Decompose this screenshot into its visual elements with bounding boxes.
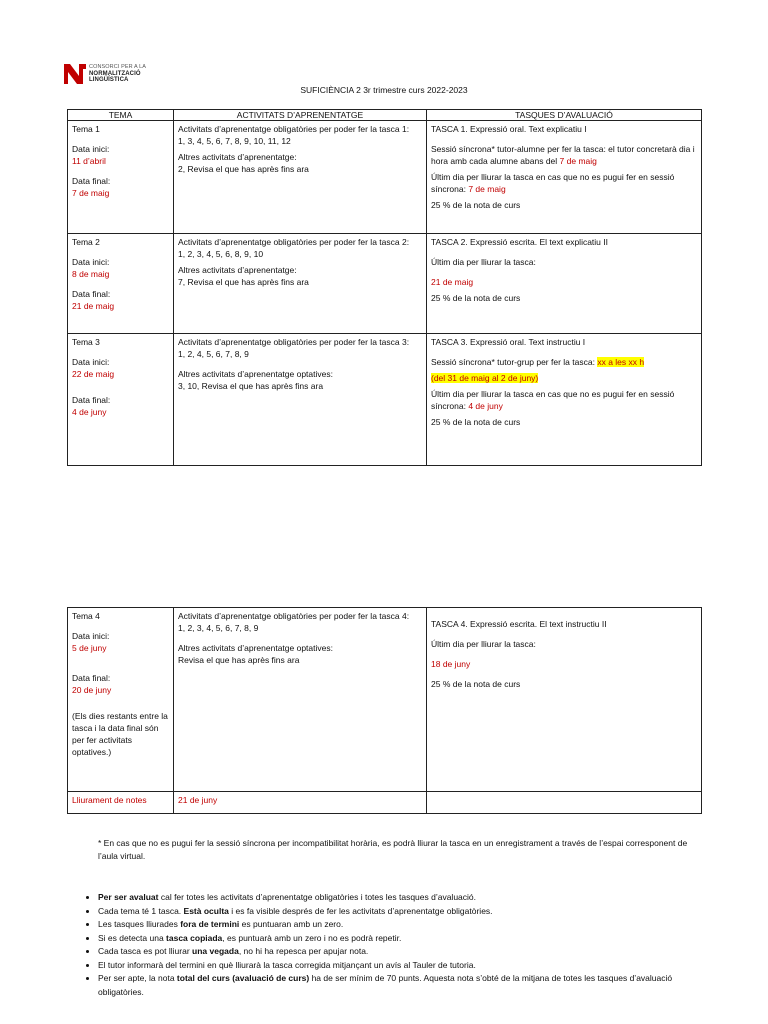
task-weight: 25 % de la nota de curs xyxy=(431,417,521,427)
start-label: Data inici: xyxy=(72,144,110,154)
end-date: 20 de juny xyxy=(72,685,112,695)
start-date: 11 d’abril xyxy=(72,156,106,166)
other-label: Altres activitats d’aprenentatge: xyxy=(178,265,297,275)
logo-line-2: NORMALITZACIÓ xyxy=(89,70,141,77)
start-label: Data inici: xyxy=(72,257,110,267)
start-label: Data inici: xyxy=(72,357,110,367)
header-tasks: TASQUES D’AVALUACIÓ xyxy=(427,110,702,121)
task-title: TASCA 1. Expressió oral. Text explicatiu I xyxy=(431,124,587,134)
end-date: 21 de maig xyxy=(72,301,115,311)
deadline-date: 21 de maig xyxy=(431,277,474,287)
task-cell xyxy=(427,234,702,334)
other-label: Altres activitats d’aprenentatge optatives: xyxy=(178,369,333,379)
tema-cell xyxy=(68,334,174,466)
start-label: Data inici: xyxy=(72,631,110,641)
oblig-list: 1, 2, 3, 4, 5, 6, 8, 9, 10 xyxy=(178,249,264,259)
end-date: 4 de juny xyxy=(72,407,107,417)
page-title: SUFICIÈNCIA 2 3r trimestre curs 2022-2023 xyxy=(300,85,468,95)
task-deadline: Últim dia per lliurar la tasca: xyxy=(431,639,536,649)
task-session: Sessió síncrona* tutor-alumne per fer la tasca: el tutor concretarà dia i hora amb cada alumne abans del 7 de maig xyxy=(431,144,695,166)
task-title: TASCA 4. Expressió escrita. El text instructiu II xyxy=(431,619,607,629)
delivery-empty xyxy=(427,792,702,814)
oblig-list: 1, 2, 3, 4, 5, 6, 7, 8, 9 xyxy=(178,623,259,633)
list-item: • El tutor informarà del termini en què lliurarà la tasca corregida mitjançant un avís al Tauler de tutoria. xyxy=(98,959,708,973)
oblig-label: Activitats d’aprenentatge obligatòries per poder fer la tasca 3: xyxy=(178,337,410,347)
delivery-date: 21 de juny xyxy=(174,792,427,814)
delivery-row xyxy=(68,792,702,814)
task-weight: 25 % de la nota de curs xyxy=(431,200,521,210)
tema-name: Tema 1 xyxy=(72,124,100,134)
delivery-label: Lliurament de notes xyxy=(68,792,174,814)
oblig-list: 1, 3, 4, 5, 6, 7, 8, 9, 10, 11, 12 xyxy=(178,136,291,146)
session-time-highlight: xx a les xx h xyxy=(597,357,645,367)
task-session: Sessió síncrona* tutor-grup per fer la tasca: xx a les xx h xyxy=(431,357,645,367)
activities-cell xyxy=(174,121,427,234)
table-row xyxy=(68,234,702,334)
deadline-date: 4 de juny xyxy=(468,401,503,411)
list-item: • Cada tema té 1 tasca. Està oculta i es fa visible després de fer les activitats d’aprenentatge obligatòries. xyxy=(98,905,708,919)
schedule-table-continued xyxy=(67,607,702,814)
start-date: 5 de juny xyxy=(72,643,107,653)
rules-list xyxy=(84,891,708,999)
list-item: • Si es detecta una tasca copiada, es puntuarà amb un zero i no es podrà repetir. xyxy=(98,932,708,946)
end-label: Data final: xyxy=(72,395,111,405)
other-label: Altres activitats d’aprenentatge optatives: xyxy=(178,643,333,653)
end-label: Data final: xyxy=(72,289,111,299)
task-deadline: Últim dia per lliurar la tasca en cas que no es pugui fer en sessió síncrona: 4 de juny xyxy=(431,389,675,411)
list-item: • Per ser avaluat cal fer totes les activitats d’aprenentatge obligatòries i totes les tasques d’avaluació. xyxy=(98,891,708,905)
oblig-label: Activitats d’aprenentatge obligatòries per poder fer la tasca 2: xyxy=(178,237,410,247)
tema-cell xyxy=(68,608,174,792)
table-row xyxy=(68,121,702,234)
end-label: Data final: xyxy=(72,176,111,186)
cpnl-logo-icon xyxy=(64,64,86,84)
table-row xyxy=(68,334,702,466)
other-list: 3, 10, Revisa el que has après fins ara xyxy=(178,381,324,391)
task-deadline: Últim dia per lliurar la tasca en cas que no es pugui fer en sessió síncrona: 7 de maig xyxy=(431,172,675,194)
task-deadline: Últim dia per lliurar la tasca: xyxy=(431,257,536,267)
activities-cell xyxy=(174,334,427,466)
logo-text xyxy=(89,64,146,84)
tema-name: Tema 3 xyxy=(72,337,100,347)
table-row xyxy=(68,608,702,792)
header-tema: TEMA xyxy=(68,110,174,121)
end-label: Data final: xyxy=(72,673,111,683)
deadline-date: 18 de juny xyxy=(431,659,471,669)
cpnl-logo xyxy=(64,64,146,84)
oblig-label: Activitats d’aprenentatge obligatòries per poder fer la tasca 1: xyxy=(178,124,410,134)
task-title: TASCA 2. Expressió escrita. El text explicatiu II xyxy=(431,237,608,247)
tema-cell xyxy=(68,121,174,234)
list-item: • Per ser apte, la nota total del curs (avaluació de curs) ha de ser mínim de 70 punts. Aquesta nota s’obté de la mitjana de totes les tasques d’avaluació obligatòries. xyxy=(98,972,708,999)
task-title: TASCA 3. Expressió oral. Text instructiu I xyxy=(431,337,586,347)
logo-line-3: LINGÜÍSTICA xyxy=(89,77,129,84)
deadline-date: 7 de maig xyxy=(468,184,506,194)
tema-name: Tema 2 xyxy=(72,237,100,247)
start-date: 22 de maig xyxy=(72,369,115,379)
activities-cell xyxy=(174,234,427,334)
task-cell xyxy=(427,334,702,466)
other-label: Altres activitats d’aprenentatge: xyxy=(178,152,297,162)
task-cell xyxy=(427,121,702,234)
footnote: * En cas que no es pugui fer la sessió síncrona per incompatibilitat horària, es podrà lliurar la tasca en un enregistrament a través de l’espai corresponent de l’aula virtual. xyxy=(98,838,688,861)
table-header-row xyxy=(68,110,702,121)
oblig-list: 1, 2, 4, 5, 6, 7, 8, 9 xyxy=(178,349,249,359)
other-list: Revisa el que has après fins ara xyxy=(178,655,300,665)
end-date: 7 de maig xyxy=(72,188,110,198)
tema-name: Tema 4 xyxy=(72,611,100,621)
oblig-label: Activitats d’aprenentatge obligatòries per poder fer la tasca 4: xyxy=(178,611,410,621)
other-list: 2, Revisa el que has après fins ara xyxy=(178,164,309,174)
other-list: 7, Revisa el que has après fins ara xyxy=(178,277,309,287)
task-weight: 25 % de la nota de curs xyxy=(431,679,521,689)
list-item: • Les tasques lliurades fora de termini es puntuaran amb un zero. xyxy=(98,918,708,932)
session-range: (del 31 de maig al 2 de juny) xyxy=(431,373,539,383)
task-weight: 25 % de la nota de curs xyxy=(431,293,521,303)
list-item: • Cada tasca es pot lliurar una vegada, no hi ha repesca per apujar nota. xyxy=(98,945,708,959)
header-activities: ACTIVITATS D’APRENENTATGE xyxy=(174,110,427,121)
tema-remark: (Els dies restants entre la tasca i la data final són per fer activitats optatives.) xyxy=(72,711,168,757)
tema-cell xyxy=(68,234,174,334)
session-date: 7 de maig xyxy=(559,156,597,166)
schedule-table xyxy=(67,109,702,466)
task-cell xyxy=(427,608,702,792)
start-date: 8 de maig xyxy=(72,269,110,279)
logo-line-1: CONSORCI PER A LA xyxy=(89,64,147,71)
activities-cell xyxy=(174,608,427,792)
